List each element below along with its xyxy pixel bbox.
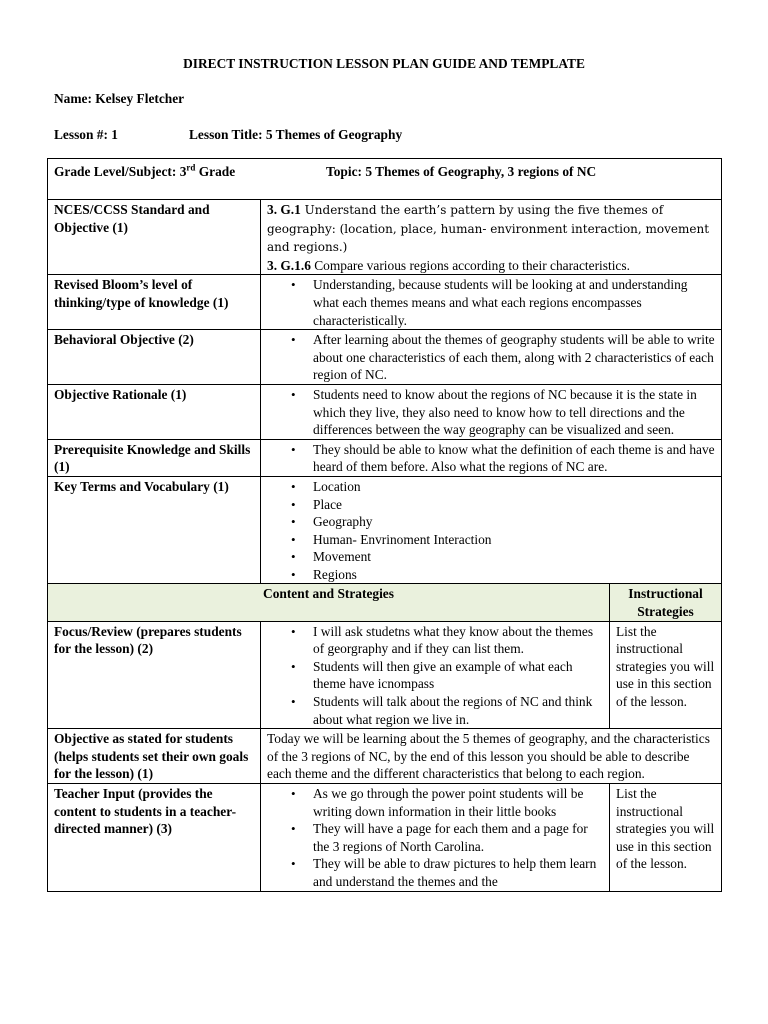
section-header-row [48,584,722,621]
teacher-input-label: Teacher Input (provides the content to students in a teacher-directed manner) (3) [48,784,261,892]
focus-list [267,623,603,729]
objective-students-row [48,729,722,784]
list-item: • Human- Envrinoment Interaction [313,531,715,549]
focus-row [48,621,722,729]
lesson-title: Lesson Title: 5 Themes of Geography [189,127,403,142]
list-item: • Geography [313,513,715,531]
teacher-input-row [48,784,722,892]
list-item: • Students will then give an example of what each theme have icnompass [313,658,603,693]
standard-content: 3. G.1 Understand the earth’s pattern by using the five themes of geography: (location, place, human- environment interaction, movement and regions.) 3. G.1.6 Compare various regions according to their characteristics. [261,200,722,275]
behavioral-row [48,330,722,385]
focus-strategy: List the instructional strategies you will use in this section of the lesson. [610,621,722,729]
objective-students-label: Objective as stated for students (helps students set their own goals for the lesson) (1) [48,729,261,784]
list-item: • I will ask studetns what they know about the themes of georgraphy and if they can list them. [313,623,603,658]
list-item: • They will be able to draw pictures to help them learn and understand the themes and the [313,855,603,890]
standard-row [48,200,722,275]
teacher-input-list [267,785,603,891]
rationale-row [48,384,722,439]
prerequisite-row [48,439,722,476]
rationale-label: Objective Rationale (1) [48,384,261,439]
lesson-plan-table [47,158,722,892]
content-strategies-header: Content and Strategies [48,584,610,621]
document-title: DIRECT INSTRUCTION LESSON PLAN GUIDE AND TEMPLATE [183,56,585,71]
grade-level: Grade Level/Subject: 3rd Grade [54,162,236,179]
vocabulary-label: Key Terms and Vocabulary (1) [48,476,261,584]
teacher-input-strategy: List the instructional strategies you will use in this section of the lesson. [610,784,722,892]
list-item: • Regions [313,566,715,584]
blooms-list [267,276,715,329]
behavioral-list [267,331,715,384]
blooms-label: Revised Bloom’s level of thinking/type of knowledge (1) [48,275,261,330]
list-item: • Students will talk about the regions of NC and think about what region we live in. [313,693,603,728]
list-item: • Location [313,478,715,496]
list-item: • They will have a page for each them and a page for the 3 regions of North Carolina. [313,820,603,855]
instructional-strategies-header: Instructional Strategies [610,584,722,621]
list-item: • Understanding, because students will be looking at and understanding what each themes means and what each regions encompasses characteristically. [313,276,715,329]
rationale-list [267,386,715,439]
blooms-row [48,275,722,330]
list-item: • Movement [313,548,715,566]
list-item: • Students need to know about the regions of NC because it is the state in which they live, they also need to know how to tell directions and the differences between the way geography can be visualized and seen. [313,386,715,439]
vocabulary-row [48,476,722,584]
vocabulary-list [267,478,715,584]
prerequisite-list [267,441,715,476]
list-item: • They should be able to know what the definition of each theme is and have heard of them before. Also what the regions of NC are. [313,441,715,476]
list-item: • As we go through the power point students will be writing down information in their little books [313,785,603,820]
grade-topic-row [48,159,722,200]
list-item: • Place [313,496,715,514]
behavioral-label: Behavioral Objective (2) [48,330,261,385]
prerequisite-label: Prerequisite Knowledge and Skills (1) [48,439,261,476]
standard-label: NCES/CCSS Standard and Objective (1) [48,200,261,275]
focus-label: Focus/Review (prepares students for the lesson) (2) [48,621,261,729]
name-line: Name: Kelsey Fletcher [54,91,185,106]
topic: Topic: 5 Themes of Geography, 3 regions of NC [326,164,597,179]
objective-students-text: Today we will be learning about the 5 themes of geography, and the characteristics of the 3 regions of NC, by the end of this lesson you should be able to describe each theme and the different characteristics that belong to each region. [261,729,722,784]
list-item: • After learning about the themes of geography students will be able to write about one characteristics of each them, along with 2 characteristics of each region of NC. [313,331,715,384]
lesson-number: Lesson #: 1 [54,127,118,142]
